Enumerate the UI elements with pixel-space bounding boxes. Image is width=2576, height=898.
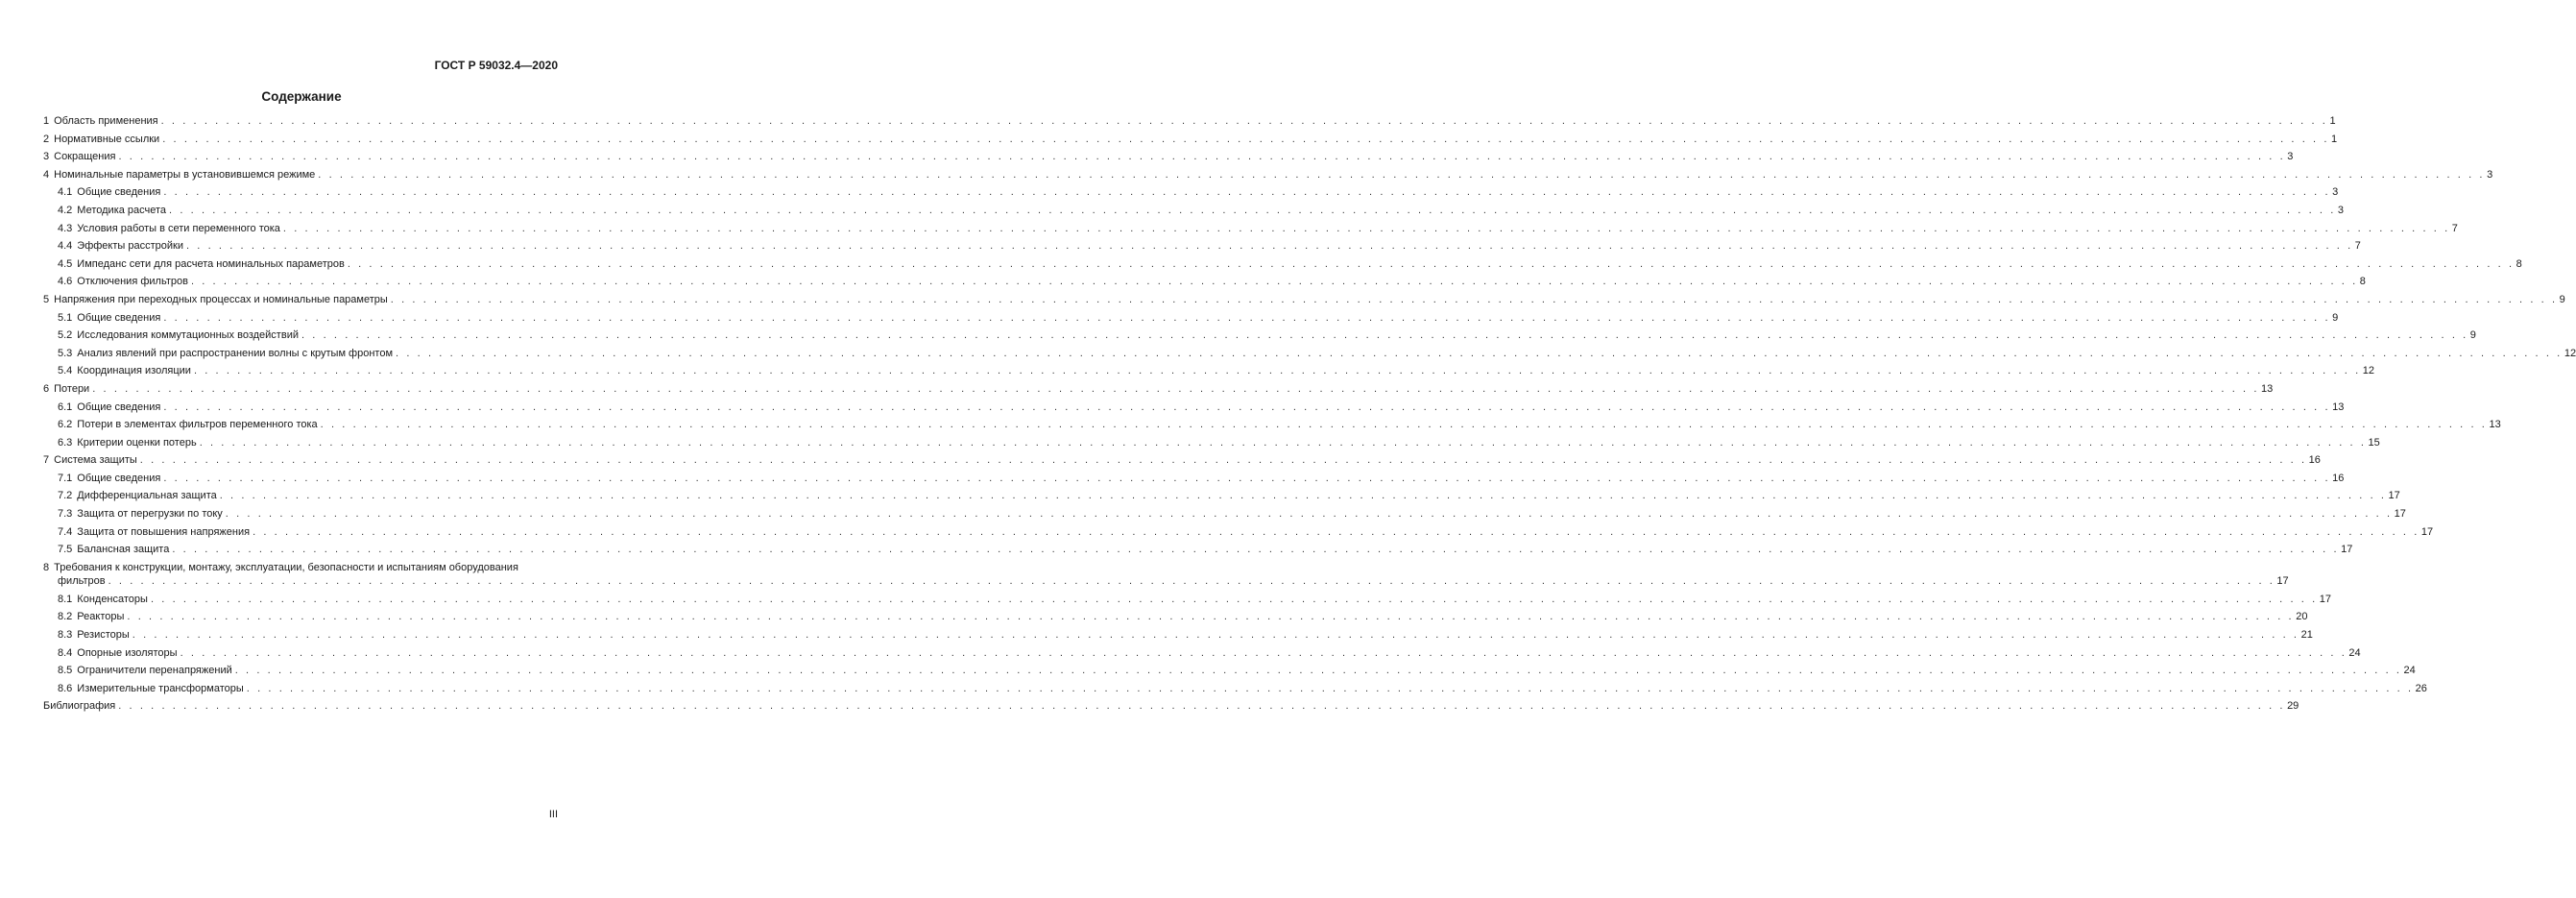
toc-entry[interactable]	[43, 186, 2339, 205]
toc-entry-label: Методика расчета	[77, 204, 167, 216]
toc-entry-page: 17	[2394, 508, 2406, 521]
dot-leader: . . . . . . . . . . . . . . . . . . . . . . . . . . . . . . . . . . . . . . . . . . . . . . . . . . . . . . . . . . . . . . . . . . . . . . . . . . . . . . . . . . . . . . . . . . . . . . . . . . . . . . . . . . . . . . . . . . . . . . . . . . . . . . . . . . . . . . . . . . . . . . . . . . . . . . . . . . . . . . . . . . . . . . . . . . . . . . . . . . . . . . . . . . . . . . . . . . . . . . . .	[190, 276, 2358, 288]
toc-entry-page: 9	[2559, 293, 2565, 305]
toc-entry-number: 8.5	[58, 665, 73, 677]
toc-entry-label: Балансная защита	[77, 544, 170, 556]
toc-entry[interactable]	[43, 382, 2274, 401]
toc-entry-page: 24	[2403, 665, 2416, 677]
toc-entry[interactable]	[43, 419, 2501, 437]
toc-entry-number: 4.1	[58, 186, 73, 199]
toc-entry-page: 16	[2332, 472, 2345, 484]
dot-leader: . . . . . . . . . . . . . . . . . . . . . . . . . . . . . . . . . . . . . . . . . . . . . . . . . . . . . . . . . . . . . . . . . . . . . . . . . . . . . . . . . . . . . . . . . . . . . . . . . . . . . . . . . . . . . . . . . . . . . . . . . . . . . . . . . . . . . . . . . . . . . . . . . . . . . . . . . . . . . . . . . . . . . . . . . . . . . . . . . . . . . . . . . . . . . . . . . . . . . . . .	[318, 168, 2486, 181]
toc-entry[interactable]	[43, 151, 2294, 169]
toc-entry-number: 5.2	[58, 329, 73, 342]
dot-leader: . . . . . . . . . . . . . . . . . . . . . . . . . . . . . . . . . . . . . . . . . . . . . . . . . . . . . . . . . . . . . . . . . . . . . . . . . . . . . . . . . . . . . . . . . . . . . . . . . . . . . . . . . . . . . . . . . . . . . . . . . . . . . . . . . . . . . . . . . . . . . . . . . . . . . . . . . . . . . . . . . . . . . . . . . . . . . . . . . . . . . . . . . . . . . . . . . . . . . . . .	[162, 133, 2330, 145]
toc-entry-label: Исследования коммутационных воздействий	[77, 329, 299, 342]
dot-leader: . . . . . . . . . . . . . . . . . . . . . . . . . . . . . . . . . . . . . . . . . . . . . . . . . . . . . . . . . . . . . . . . . . . . . . . . . . . . . . . . . . . . . . . . . . . . . . . . . . . . . . . . . . . . . . . . . . . . . . . . . . . . . . . . . . . . . . . . . . . . . . . . . . . . . . . . . . . . . . . . . . . . . . . . . . . . . . . . . . . . . . . . . . . . . . . . . . . . . . . .	[127, 611, 2295, 623]
toc-entry-page: 24	[2348, 646, 2361, 659]
dot-leader: . . . . . . . . . . . . . . . . . . . . . . . . . . . . . . . . . . . . . . . . . . . . . . . . . . . . . . . . . . . . . . . . . . . . . . . . . . . . . . . . . . . . . . . . . . . . . . . . . . . . . . . . . . . . . . . . . . . . . . . . . . . . . . . . . . . . . . . . . . . . . . . . . . . . . . . . . . . . . . . . . . . . . . . . . . . . . . . . . . . . . . . . . . . . . . . . . . . . . . . .	[163, 472, 2331, 484]
toc-entry-page: 7	[2451, 222, 2458, 234]
toc-entry[interactable]	[43, 629, 2313, 647]
dot-leader: . . . . . . . . . . . . . . . . . . . . . . . . . . . . . . . . . . . . . . . . . . . . . . . . . . . . . . . . . . . . . . . . . . . . . . . . . . . . . . . . . . . . . . . . . . . . . . . . . . . . . . . . . . . . . . . . . . . . . . . . . . . . . . . . . . . . . . . . . . . . . . . . . . . . . . . . . . . . . . . . . . . . . . . . . . . . . . . . . . . . . . . . . . . . . . . . . . . . . . . .	[282, 222, 2450, 234]
dot-leader: . . . . . . . . . . . . . . . . . . . . . . . . . . . . . . . . . . . . . . . . . . . . . . . . . . . . . . . . . . . . . . . . . . . . . . . . . . . . . . . . . . . . . . . . . . . . . . . . . . . . . . . . . . . . . . . . . . . . . . . . . . . . . . . . . . . . . . . . . . . . . . . . . . . . . . . . . . . . . . . . . . . . . . . . . . . . . . . . . . . . . . . . . . . . . . . . . . . . . . . .	[320, 419, 2488, 431]
toc-entry-page: 12	[2362, 365, 2374, 377]
toc-entry[interactable]	[43, 593, 2332, 612]
toc-entry[interactable]	[43, 611, 2308, 629]
dot-leader: . . . . . . . . . . . . . . . . . . . . . . . . . . . . . . . . . . . . . . . . . . . . . . . . . . . . . . . . . . . . . . . . . . . . . . . . . . . . . . . . . . . . . . . . . . . . . . . . . . . . . . . . . . . . . . . . . . . . . . . . . . . . . . . . . . . . . . . . . . . . . . . . . . . . . . . . . . . . . . . . . . . . . . . . . . . . . . . . . . . . . . . . . . . . . . . . . . . . . . . .	[390, 293, 2558, 305]
toc-entry-page: 1	[2331, 133, 2338, 145]
toc-entry-page: 17	[2388, 490, 2400, 502]
toc-entry[interactable]	[43, 400, 2345, 420]
toc-entry-number: 2	[43, 133, 50, 145]
toc-entry[interactable]	[43, 276, 2366, 294]
dot-leader: . . . . . . . . . . . . . . . . . . . . . . . . . . . . . . . . . . . . . . . . . . . . . . . . . . . . . . . . . . . . . . . . . . . . . . . . . . . . . . . . . . . . . . . . . . . . . . . . . . . . . . . . . . . . . . . . . . . . . . . . . . . . . . . . . . . . . . . . . . . . . . . . . . . . . . . . . . . . . . . . . . . . . . . . . . . . . . . . . . . . . . . . . . . . . . . . . . . . . . . .	[253, 525, 2420, 538]
toc-entry-number: 7.5	[58, 544, 73, 556]
toc-entry-label: Опорные изоляторы	[77, 646, 178, 659]
toc-entry[interactable]	[43, 561, 2289, 594]
toc-entry-number: 8.6	[58, 682, 73, 694]
toc-entry-page: 3	[2487, 168, 2493, 181]
dot-leader: . . . . . . . . . . . . . . . . . . . . . . . . . . . . . . . . . . . . . . . . . . . . . . . . . . . . . . . . . . . . . . . . . . . . . . . . . . . . . . . . . . . . . . . . . . . . . . . . . . . . . . . . . . . . . . . . . . . . . . . . . . . . . . . . . . . . . . . . . . . . . . . . . . . . . . . . . . . . . . . . . . . . . . . . . . . . . . . . . . . . . . . . . . . . . . . . . . . . . . . .	[180, 646, 2347, 659]
toc-entry-page: 3	[2332, 186, 2339, 199]
toc-entry-number: 4.6	[58, 276, 73, 288]
dot-leader: . . . . . . . . . . . . . . . . . . . . . . . . . . . . . . . . . . . . . . . . . . . . . . . . . . . . . . . . . . . . . . . . . . . . . . . . . . . . . . . . . . . . . . . . . . . . . . . . . . . . . . . . . . . . . . . . . . . . . . . . . . . . . . . . . . . . . . . . . . . . . . . . . . . . . . . . . . . . . . . . . . . . . . . . . . . . . . . . . . . . . . . . . . . . . . . . . . . . . . . .	[150, 593, 2318, 605]
toc-entry[interactable]	[43, 115, 2336, 133]
toc-entry-label: Отключения фильтров	[77, 276, 188, 288]
toc-entry-number: 8.4	[58, 646, 73, 659]
dot-leader: . . . . . . . . . . . . . . . . . . . . . . . . . . . . . . . . . . . . . . . . . . . . . . . . . . . . . . . . . . . . . . . . . . . . . . . . . . . . . . . . . . . . . . . . . . . . . . . . . . . . . . . . . . . . . . . . . . . . . . . . . . . . . . . . . . . . . . . . . . . . . . . . . . . . . . . . . . . . . . . . . . . . . . . . . . . . . . . . . . . . . . . . . . . . . . . . . . . . . . . .	[118, 700, 2286, 713]
dot-leader: . . . . . . . . . . . . . . . . . . . . . . . . . . . . . . . . . . . . . . . . . . . . . . . . . . . . . . . . . . . . . . . . . . . . . . . . . . . . . . . . . . . . . . . . . . . . . . . . . . . . . . . . . . . . . . . . . . . . . . . . . . . . . . . . . . . . . . . . . . . . . . . . . . . . . . . . . . . . . . . . . . . . . . . . . . . . . . . . . . . . . . . . . . . . . . . . . . . . . . . .	[108, 574, 2275, 587]
toc-entry-label: Общие сведения	[77, 472, 161, 484]
toc-entry-number: 8.3	[58, 629, 73, 642]
toc-entry-page: 13	[2489, 419, 2501, 431]
toc-entry-page: 9	[2469, 329, 2476, 342]
toc-entry-page: 13	[2261, 382, 2274, 395]
toc-entry-number: 5.1	[58, 311, 73, 324]
toc-entry[interactable]	[43, 646, 2361, 666]
dot-leader: . . . . . . . . . . . . . . . . . . . . . . . . . . . . . . . . . . . . . . . . . . . . . . . . . . . . . . . . . . . . . . . . . . . . . . . . . . . . . . . . . . . . . . . . . . . . . . . . . . . . . . . . . . . . . . . . . . . . . . . . . . . . . . . . . . . . . . . . . . . . . . . . . . . . . . . . . . . . . . . . . . . . . . . . . . . . . . . . . . . . . . . . . . . . . . . . . . . . . . . .	[132, 629, 2299, 642]
toc-entry-label: Номинальные параметры в установившемся режиме	[54, 168, 316, 181]
toc-entry-label: Общие сведения	[77, 311, 161, 324]
toc-entry[interactable]	[43, 365, 2374, 383]
dot-leader: . . . . . . . . . . . . . . . . . . . . . . . . . . . . . . . . . . . . . . . . . . . . . . . . . . . . . . . . . . . . . . . . . . . . . . . . . . . . . . . . . . . . . . . . . . . . . . . . . . . . . . . . . . . . . . . . . . . . . . . . . . . . . . . . . . . . . . . . . . . . . . . . . . . . . . . . . . . . . . . . . . . . . . . . . . . . . . . . . . . . . . . . . . . . . . . . . . . . . . . .	[163, 400, 2331, 413]
toc-entry-number: 6.3	[58, 436, 73, 449]
dot-leader: . . . . . . . . . . . . . . . . . . . . . . . . . . . . . . . . . . . . . . . . . . . . . . . . . . . . . . . . . . . . . . . . . . . . . . . . . . . . . . . . . . . . . . . . . . . . . . . . . . . . . . . . . . . . . . . . . . . . . . . . . . . . . . . . . . . . . . . . . . . . . . . . . . . . . . . . . . . . . . . . . . . . . . . . . . . . . . . . . . . . . . . . . . . . . . . . . . . . . . . .	[163, 186, 2331, 199]
toc-entry-number: 4.3	[58, 222, 73, 234]
toc-entry-number: 7.3	[58, 508, 73, 521]
dot-leader: . . . . . . . . . . . . . . . . . . . . . . . . . . . . . . . . . . . . . . . . . . . . . . . . . . . . . . . . . . . . . . . . . . . . . . . . . . . . . . . . . . . . . . . . . . . . . . . . . . . . . . . . . . . . . . . . . . . . . . . . . . . . . . . . . . . . . . . . . . . . . . . . . . . . . . . . . . . . . . . . . . . . . . . . . . . . . . . . . . . . . . . . . . . . . . . . . . . . . . . .	[246, 682, 2414, 694]
table-of-contents	[43, 115, 2576, 718]
toc-entry-page: 9	[2332, 311, 2339, 324]
dot-leader: . . . . . . . . . . . . . . . . . . . . . . . . . . . . . . . . . . . . . . . . . . . . . . . . . . . . . . . . . . . . . . . . . . . . . . . . . . . . . . . . . . . . . . . . . . . . . . . . . . . . . . . . . . . . . . . . . . . . . . . . . . . . . . . . . . . . . . . . . . . . . . . . . . . . . . . . . . . . . . . . . . . . . . . . . . . . . . . . . . . . . . . . . . . . . . . . . . . . . . . .	[92, 382, 2260, 395]
toc-entry-page: 13	[2332, 400, 2345, 413]
toc-entry-page: 17	[2420, 525, 2434, 538]
toc-entry-label: Потери	[54, 382, 90, 395]
toc-entry[interactable]	[43, 454, 2321, 473]
toc-entry-label: Дифференциальная защита	[77, 490, 217, 502]
dot-leader: . . . . . . . . . . . . . . . . . . . . . . . . . . . . . . . . . . . . . . . . . . . . . . . . . . . . . . . . . . . . . . . . . . . . . . . . . . . . . . . . . . . . . . . . . . . . . . . . . . . . . . . . . . . . . . . . . . . . . . . . . . . . . . . . . . . . . . . . . . . . . . . . . . . . . . . . . . . . . . . . . . . . . . . . . . . . . . . . . . . . . . . . . . . . . . . . . . . . . . . .	[225, 508, 2393, 521]
toc-entry[interactable]	[43, 293, 2565, 312]
dot-leader: . . . . . . . . . . . . . . . . . . . . . . . . . . . . . . . . . . . . . . . . . . . . . . . . . . . . . . . . . . . . . . . . . . . . . . . . . . . . . . . . . . . . . . . . . . . . . . . . . . . . . . . . . . . . . . . . . . . . . . . . . . . . . . . . . . . . . . . . . . . . . . . . . . . . . . . . . . . . . . . . . . . . . . . . . . . . . . . . . . . . . . . . . . . . . . . . . . . . . . . .	[169, 204, 2336, 216]
toc-entry[interactable]	[43, 472, 2345, 491]
toc-entry[interactable]	[43, 347, 2576, 366]
dot-leader: . . . . . . . . . . . . . . . . . . . . . . . . . . . . . . . . . . . . . . . . . . . . . . . . . . . . . . . . . . . . . . . . . . . . . . . . . . . . . . . . . . . . . . . . . . . . . . . . . . . . . . . . . . . . . . . . . . . . . . . . . . . . . . . . . . . . . . . . . . . . . . . . . . . . . . . . . . . . . . . . . . . . . . . . . . . . . . . . . . . . . . . . . . . . . . . . . . . . . . . .	[396, 347, 2563, 359]
dot-leader: . . . . . . . . . . . . . . . . . . . . . . . . . . . . . . . . . . . . . . . . . . . . . . . . . . . . . . . . . . . . . . . . . . . . . . . . . . . . . . . . . . . . . . . . . . . . . . . . . . . . . . . . . . . . . . . . . . . . . . . . . . . . . . . . . . . . . . . . . . . . . . . . . . . . . . . . . . . . . . . . . . . . . . . . . . . . . . . . . . . . . . . . . . . . . . . . . . . . . . . .	[219, 490, 2387, 502]
toc-entry[interactable]	[43, 508, 2406, 526]
page-title: Содержание	[261, 89, 342, 104]
page-number: III	[548, 809, 558, 820]
toc-entry-label: Резисторы	[77, 629, 130, 642]
toc-entry-label: Ограничители перенапряжений	[77, 665, 232, 677]
toc-entry-number: 7.4	[58, 525, 73, 538]
toc-entry-label: Критерии оценки потерь	[77, 436, 197, 449]
toc-entry-number: 4	[43, 168, 50, 181]
toc-entry[interactable]	[43, 204, 2344, 223]
dot-leader: . . . . . . . . . . . . . . . . . . . . . . . . . . . . . . . . . . . . . . . . . . . . . . . . . . . . . . . . . . . . . . . . . . . . . . . . . . . . . . . . . . . . . . . . . . . . . . . . . . . . . . . . . . . . . . . . . . . . . . . . . . . . . . . . . . . . . . . . . . . . . . . . . . . . . . . . . . . . . . . . . . . . . . . . . . . . . . . . . . . . . . . . . . . . . . . . . . . . . . . .	[139, 454, 2307, 467]
toc-entry[interactable]	[43, 665, 2416, 683]
dot-leader: . . . . . . . . . . . . . . . . . . . . . . . . . . . . . . . . . . . . . . . . . . . . . . . . . . . . . . . . . . . . . . . . . . . . . . . . . . . . . . . . . . . . . . . . . . . . . . . . . . . . . . . . . . . . . . . . . . . . . . . . . . . . . . . . . . . . . . . . . . . . . . . . . . . . . . . . . . . . . . . . . . . . . . . . . . . . . . . . . . . . . . . . . . . . . . . . . . . . . . . .	[199, 436, 2367, 449]
toc-entry-number: 5.3	[58, 347, 73, 359]
toc-entry[interactable]	[43, 240, 2361, 258]
toc-entry-label-continued: фильтров	[58, 574, 106, 587]
toc-entry-number: 8	[43, 561, 50, 573]
toc-entry-page: 8	[2516, 257, 2522, 270]
toc-entry-page: 21	[2300, 629, 2313, 642]
dot-leader: . . . . . . . . . . . . . . . . . . . . . . . . . . . . . . . . . . . . . . . . . . . . . . . . . . . . . . . . . . . . . . . . . . . . . . . . . . . . . . . . . . . . . . . . . . . . . . . . . . . . . . . . . . . . . . . . . . . . . . . . . . . . . . . . . . . . . . . . . . . . . . . . . . . . . . . . . . . . . . . . . . . . . . . . . . . . . . . . . . . . . . . . . . . . . . . . . . . . . . . .	[160, 115, 2328, 127]
toc-entry-page: 17	[2341, 544, 2353, 556]
toc-entry-label: Условия работы в сети переменного тока	[77, 222, 280, 234]
toc-entry-number: 4.4	[58, 240, 73, 253]
toc-entry-label: Напряжения при переходных процессах и номинальные параметры	[54, 293, 388, 305]
toc-entry-page: 26	[2415, 682, 2427, 694]
toc-entry-page: 1	[2329, 115, 2336, 127]
toc-entry-page: 29	[2287, 700, 2299, 713]
toc-entry-label: Координация изоляции	[77, 365, 191, 377]
toc-entry-label: Конденсаторы	[77, 593, 148, 605]
toc-entry-number: 7	[43, 454, 50, 467]
toc-entry-number: 8.2	[58, 611, 73, 623]
toc-entry-page: 17	[2319, 593, 2332, 605]
toc-entry-label: Область применения	[54, 115, 158, 127]
toc-entry-page: 3	[2337, 204, 2344, 216]
toc-entry-number: 6	[43, 382, 50, 395]
toc-entry[interactable]	[43, 168, 2493, 187]
toc-entry[interactable]	[43, 700, 2299, 718]
toc-entry-number: 4.5	[58, 257, 73, 270]
toc-entry-label: Потери в элементах фильтров переменного тока	[77, 419, 318, 431]
toc-entry[interactable]	[43, 329, 2476, 348]
toc-entry-label: Эффекты расстройки	[77, 240, 183, 253]
toc-entry-label: Общие сведения	[77, 186, 161, 199]
toc-entry-page: 17	[2276, 574, 2289, 587]
toc-entry[interactable]	[43, 544, 2353, 562]
toc-entry-number: 8.1	[58, 593, 73, 605]
document-code: ГОСТ Р 59032.4—2020	[434, 59, 558, 72]
toc-entry[interactable]	[43, 133, 2338, 152]
toc-entry-label: Библиография	[43, 700, 116, 713]
toc-entry-page: 7	[2354, 240, 2361, 253]
toc-entry-label: Реакторы	[77, 611, 125, 623]
toc-entry-label: Система защиты	[54, 454, 137, 467]
toc-entry-number: 5	[43, 293, 50, 305]
toc-entry-page: 16	[2308, 454, 2321, 467]
toc-entry[interactable]	[43, 436, 2380, 455]
toc-entry-label: Требования к конструкции, монтажу, эксплуатации, безопасности и испытаниям оборудования	[54, 561, 518, 573]
toc-entry[interactable]	[43, 490, 2400, 508]
dot-leader: . . . . . . . . . . . . . . . . . . . . . . . . . . . . . . . . . . . . . . . . . . . . . . . . . . . . . . . . . . . . . . . . . . . . . . . . . . . . . . . . . . . . . . . . . . . . . . . . . . . . . . . . . . . . . . . . . . . . . . . . . . . . . . . . . . . . . . . . . . . . . . . . . . . . . . . . . . . . . . . . . . . . . . . . . . . . . . . . . . . . . . . . . . . . . . . . . . . . . . . .	[234, 665, 2402, 677]
toc-entry-number: 3	[43, 151, 50, 163]
dot-leader: . . . . . . . . . . . . . . . . . . . . . . . . . . . . . . . . . . . . . . . . . . . . . . . . . . . . . . . . . . . . . . . . . . . . . . . . . . . . . . . . . . . . . . . . . . . . . . . . . . . . . . . . . . . . . . . . . . . . . . . . . . . . . . . . . . . . . . . . . . . . . . . . . . . . . . . . . . . . . . . . . . . . . . . . . . . . . . . . . . . . . . . . . . . . . . . . . . . . . . . .	[163, 311, 2331, 324]
toc-entry-label: Сокращения	[54, 151, 116, 163]
toc-entry-label: Защита от повышения напряжения	[77, 525, 251, 538]
dot-leader: . . . . . . . . . . . . . . . . . . . . . . . . . . . . . . . . . . . . . . . . . . . . . . . . . . . . . . . . . . . . . . . . . . . . . . . . . . . . . . . . . . . . . . . . . . . . . . . . . . . . . . . . . . . . . . . . . . . . . . . . . . . . . . . . . . . . . . . . . . . . . . . . . . . . . . . . . . . . . . . . . . . . . . . . . . . . . . . . . . . . . . . . . . . . . . . . . . . . . . . .	[193, 365, 2361, 377]
toc-entry-label: Импеданс сети для расчета номинальных параметров	[77, 257, 345, 270]
toc-entry[interactable]	[43, 682, 2427, 701]
toc-entry-label: Анализ явлений при распространении волны с крутым фронтом	[77, 347, 394, 359]
dot-leader: . . . . . . . . . . . . . . . . . . . . . . . . . . . . . . . . . . . . . . . . . . . . . . . . . . . . . . . . . . . . . . . . . . . . . . . . . . . . . . . . . . . . . . . . . . . . . . . . . . . . . . . . . . . . . . . . . . . . . . . . . . . . . . . . . . . . . . . . . . . . . . . . . . . . . . . . . . . . . . . . . . . . . . . . . . . . . . . . . . . . . . . . . . . . . . . . . . . . . . . .	[301, 329, 2468, 342]
dot-leader: . . . . . . . . . . . . . . . . . . . . . . . . . . . . . . . . . . . . . . . . . . . . . . . . . . . . . . . . . . . . . . . . . . . . . . . . . . . . . . . . . . . . . . . . . . . . . . . . . . . . . . . . . . . . . . . . . . . . . . . . . . . . . . . . . . . . . . . . . . . . . . . . . . . . . . . . . . . . . . . . . . . . . . . . . . . . . . . . . . . . . . . . . . . . . . . . . . . . . . . .	[118, 151, 2286, 163]
toc-entry-label: Защита от перегрузки по току	[77, 508, 223, 521]
toc-entry[interactable]	[43, 222, 2458, 241]
toc-entry-page: 8	[2359, 276, 2366, 288]
toc-entry-number: 6.2	[58, 419, 73, 431]
toc-entry[interactable]	[43, 311, 2339, 330]
toc-entry-label: Измерительные трансформаторы	[77, 682, 244, 694]
toc-entry[interactable]	[43, 257, 2522, 277]
toc-entry-page: 12	[2564, 347, 2576, 359]
toc-entry-number: 1	[43, 115, 50, 127]
toc-entry-number: 7.1	[58, 472, 73, 484]
dot-leader: . . . . . . . . . . . . . . . . . . . . . . . . . . . . . . . . . . . . . . . . . . . . . . . . . . . . . . . . . . . . . . . . . . . . . . . . . . . . . . . . . . . . . . . . . . . . . . . . . . . . . . . . . . . . . . . . . . . . . . . . . . . . . . . . . . . . . . . . . . . . . . . . . . . . . . . . . . . . . . . . . . . . . . . . . . . . . . . . . . . . . . . . . . . . . . . . . . . . . . . .	[185, 240, 2353, 253]
toc-entry-page: 15	[2368, 436, 2380, 449]
dot-leader: . . . . . . . . . . . . . . . . . . . . . . . . . . . . . . . . . . . . . . . . . . . . . . . . . . . . . . . . . . . . . . . . . . . . . . . . . . . . . . . . . . . . . . . . . . . . . . . . . . . . . . . . . . . . . . . . . . . . . . . . . . . . . . . . . . . . . . . . . . . . . . . . . . . . . . . . . . . . . . . . . . . . . . . . . . . . . . . . . . . . . . . . . . . . . . . . . . . . . . . .	[347, 257, 2515, 270]
toc-entry-page: 20	[2296, 611, 2308, 623]
toc-entry-number: 6.1	[58, 400, 73, 413]
dot-leader: . . . . . . . . . . . . . . . . . . . . . . . . . . . . . . . . . . . . . . . . . . . . . . . . . . . . . . . . . . . . . . . . . . . . . . . . . . . . . . . . . . . . . . . . . . . . . . . . . . . . . . . . . . . . . . . . . . . . . . . . . . . . . . . . . . . . . . . . . . . . . . . . . . . . . . . . . . . . . . . . . . . . . . . . . . . . . . . . . . . . . . . . . . . . . . . . . . . . . . . .	[172, 544, 2340, 556]
toc-entry-number: 7.2	[58, 490, 73, 502]
toc-entry-label: Общие сведения	[77, 400, 161, 413]
toc-entry-label: Нормативные ссылки	[54, 133, 160, 145]
toc-entry-page: 3	[2287, 151, 2294, 163]
toc-entry[interactable]	[43, 525, 2434, 545]
toc-entry-number: 4.2	[58, 204, 73, 216]
toc-entry-number: 5.4	[58, 365, 73, 377]
